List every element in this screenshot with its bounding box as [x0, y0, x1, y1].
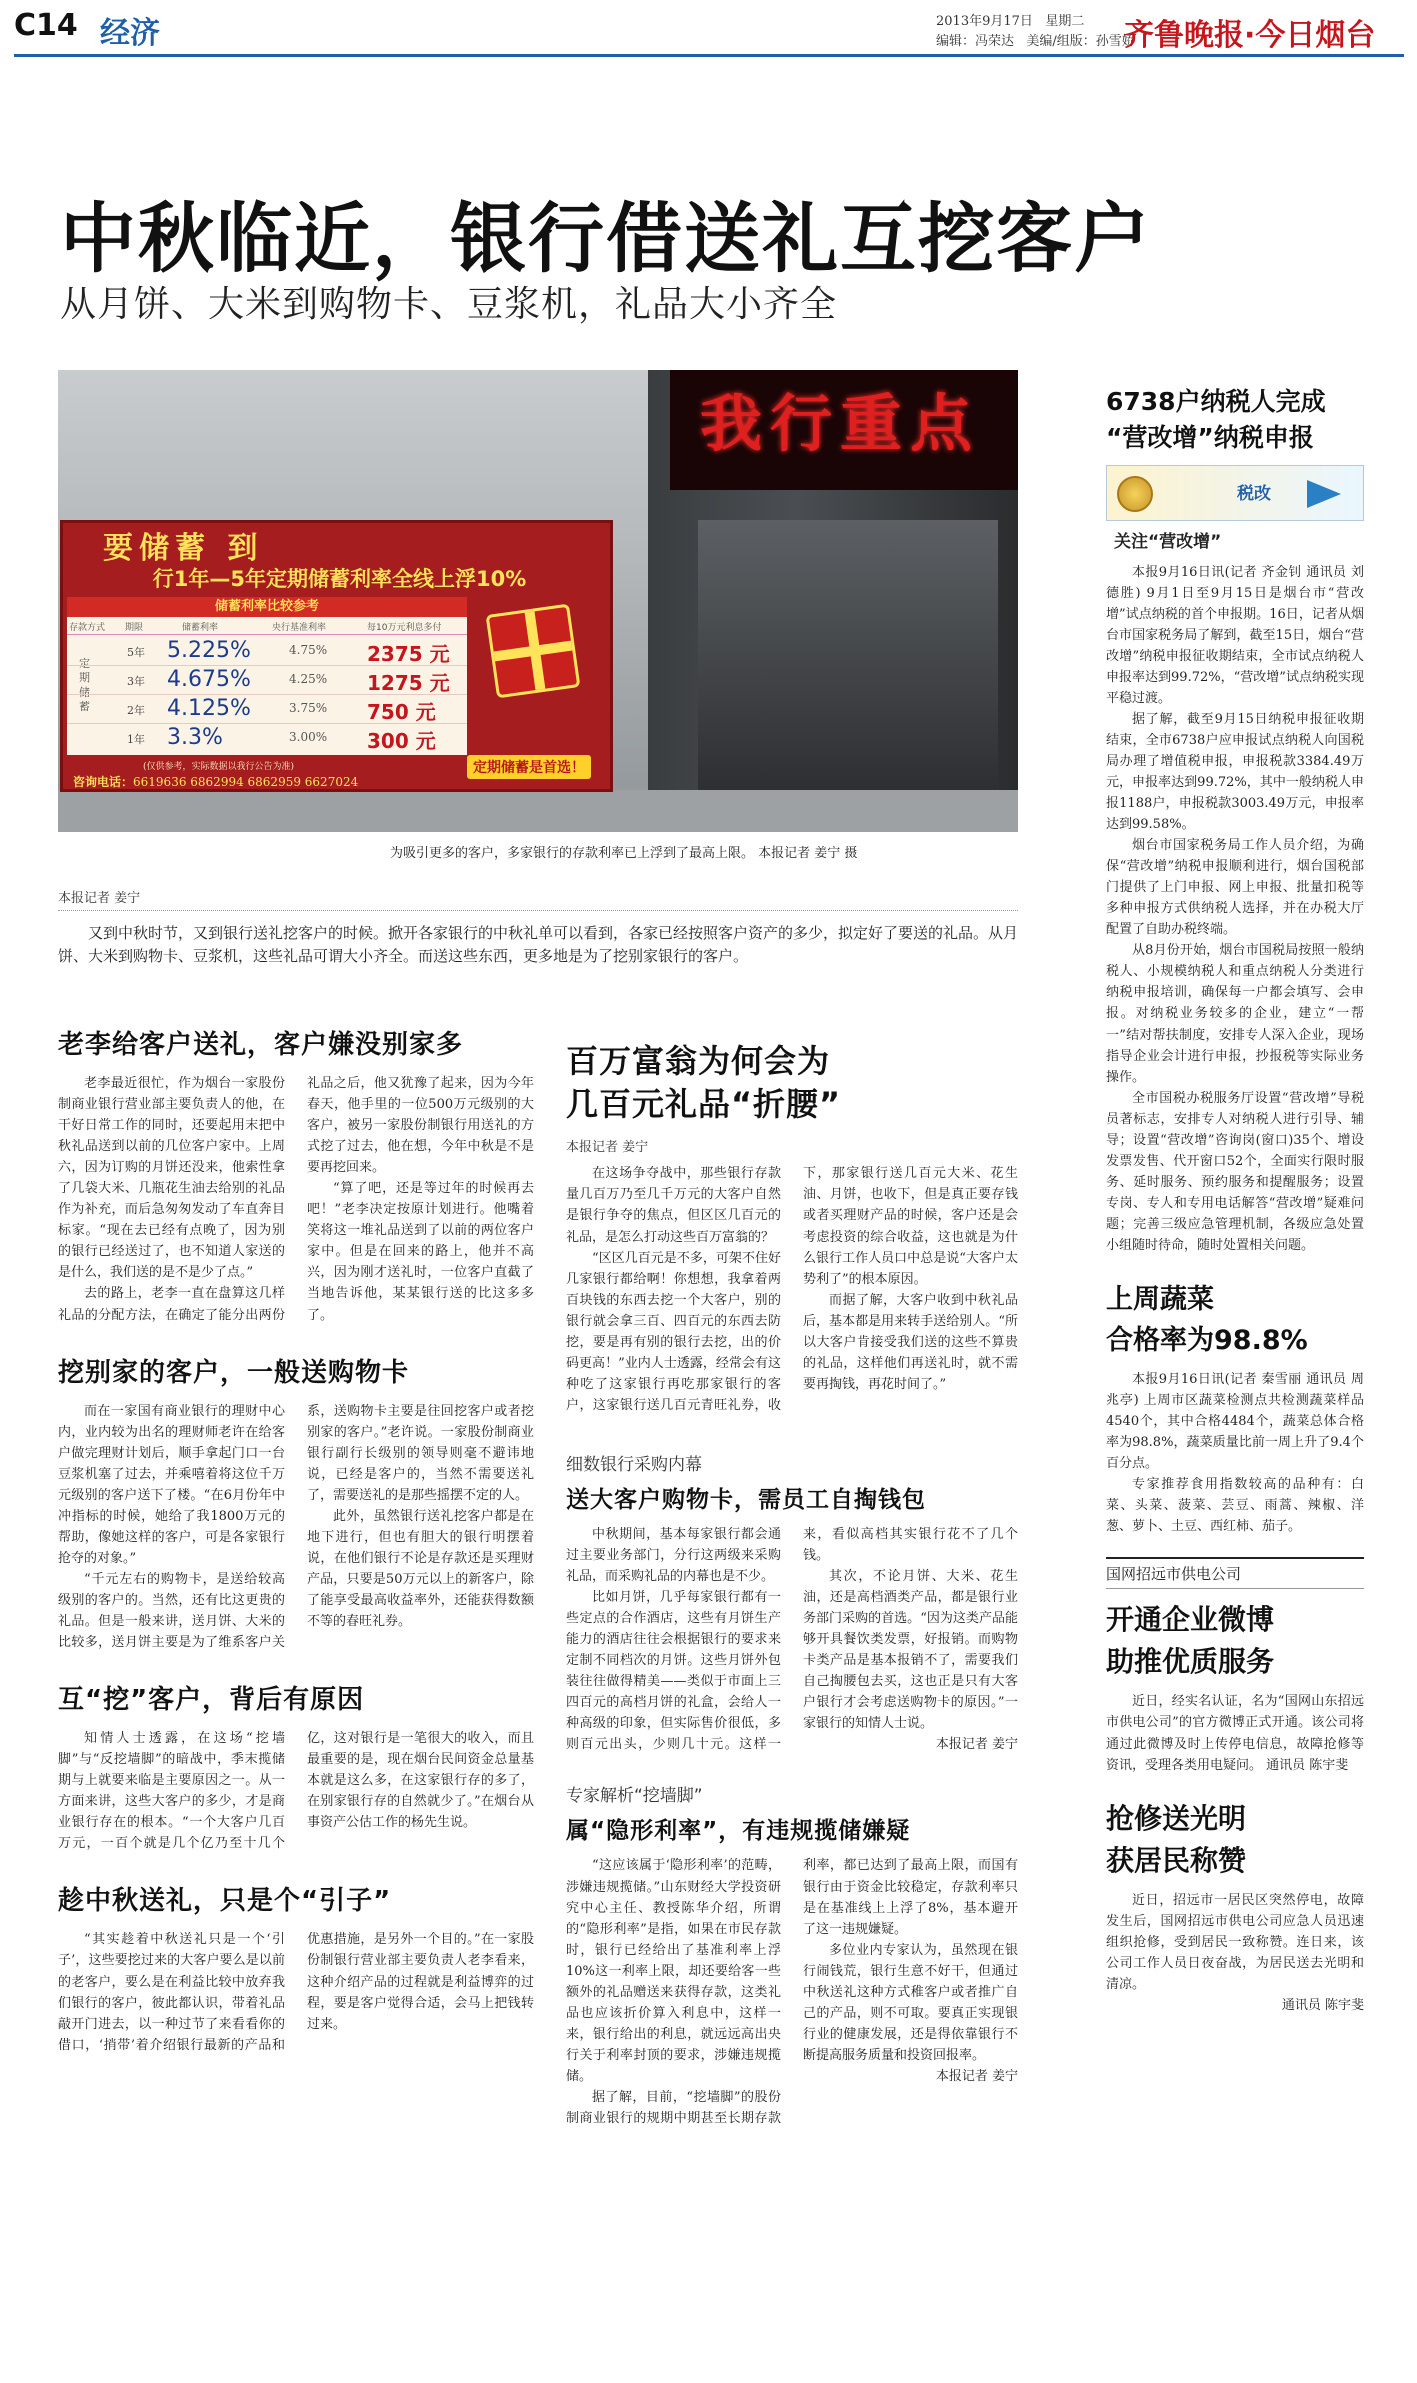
s4-title: 趁中秋送礼，只是个“引子”	[58, 1886, 392, 1917]
paragraph: “千元左右的购物卡，是送给较高级别的客户的。当然，还有比这更贵的礼品。但是一般来讲，送月饼、大米的比较多，送月饼主要是为了维系客户关系，送购物卡主要是往回挖客户或者挖别家的客户。”老许说。一家股份制商业银行副行长级别的领导则毫不避讳地说，已经是客户的，当然不需要送礼了，需要送礼的是那些摇摆不定的人。	[58, 1403, 534, 1651]
a4-title-line2: 获居民称赞	[1106, 1843, 1247, 1877]
paragraph: 全市国税办税服务厅设置“营改增”导税员著标志，安排专人对纳税人进行引导、辅导；设置“营改增”咨询岗(窗口)35个、增设发票发售、代开窗口52个，全面实行限时服务、延时服务、预约服务和提醒服务；设置专岗、专人和专用电话解答“营改增”疑难问题；完善三级应急管理机制，各级应急处置小组随时待命，随时处置相关问题。	[1106, 1090, 1364, 1253]
a3-title-line2: 助推优质服务	[1106, 1645, 1275, 1679]
lead-photo	[58, 370, 1018, 832]
paragraph: 从8月份开始，烟台市国税局按照一般纳税人、小规模纳税人和重点纳税人分类进行纳税申报培训，确保每一户都会填写、会申报。对纳税业务较多的企业，建立“一帮一”结对帮扶制度，安排专人深入企业，现场指导企业会计进行申报，抄报税等实际业务操作。	[1106, 943, 1364, 1085]
megaphone-icon	[1307, 480, 1341, 508]
a4-title-line1: 抢修送光明	[1106, 1801, 1247, 1835]
photo-doorway	[698, 520, 998, 832]
header-weekday: 星期二	[1045, 14, 1085, 29]
poster-header: 要储蓄 到	[103, 531, 264, 566]
s2-title: 挖别家的客户，一般送购物卡	[58, 1357, 410, 1388]
photo-led-sign	[670, 370, 1018, 490]
paragraph: 本报9月16日讯(记者 齐金钊 通讯员 刘德胜) 9月1日至9月15日是烟台市“营改增”试点纳税的首个申报期。16日，记者从烟台市国家税务局了解到，截至15日，烟台“营改增”纳税申报征收期结束，全市试点纳税人申报率达到99.72%，“营改增”试点纳税实现平稳过渡。	[1106, 564, 1364, 706]
paragraph: 在这场争夺战中，那些银行存款量几百万乃至几千万元的大客户自然是银行争夺的焦点，但区区几百元的礼品，是怎么打动这些百万富翁的？	[566, 1166, 781, 1245]
rate-value: 4.675%	[167, 667, 251, 692]
savings-poster	[60, 520, 613, 792]
sub1-kicker: 细数银行采购内幕	[566, 1454, 702, 1475]
box-title-line1: 百万富翁为何会为	[566, 1042, 831, 1080]
a3-tag: 国网招远市供电公司	[1106, 1565, 1242, 1584]
rate-base: 3.75%	[289, 701, 328, 715]
main-byline-rule	[58, 910, 1018, 911]
poster-table-title: 储蓄利率比较参考	[67, 597, 467, 617]
rate-base: 3.00%	[289, 730, 328, 744]
a3-tag-bar	[1106, 1557, 1364, 1589]
s3-title: 互“挖”客户，背后有原因	[58, 1685, 365, 1716]
s4-body	[58, 1929, 534, 2055]
rate-value: 5.225%	[167, 638, 251, 663]
poster-rows	[67, 637, 467, 753]
paragraph: 近日，经实名认证，名为“国网山东招远市供电公司”的官方微博正式开通。该公司将通过此微博及时上传停电信息，故障抢修等资讯，受理各类用电疑问。 通讯员 陈宇斐	[1106, 1694, 1364, 1773]
sub1-byline: 本报记者 姜宁	[935, 1737, 1018, 1753]
rate-extra: 2375 元	[367, 642, 450, 666]
rate-term: 1年	[127, 733, 145, 746]
col-header: 期限	[125, 623, 144, 633]
paragraph: 而据了解，大客户收到中秋礼品后，基本都是用来转手送给别人。“所以大客户肯接受我们送的这些不算贵的礼品，这样他们再送礼时，就不需要再掏钱，再花时间了。”	[803, 1292, 1018, 1392]
box-byline: 本报记者 姜宁	[566, 1140, 649, 1156]
header-date-line	[936, 10, 1084, 29]
rate-term: 5年	[127, 646, 145, 659]
lead-title: 中秋临近，银行借送礼互挖客户	[60, 194, 1152, 283]
a1-label: 关注“营改增”	[1114, 531, 1222, 552]
rate-value: 4.125%	[167, 696, 251, 721]
left-column	[58, 1024, 534, 2056]
paragraph: 老李最近很忙，作为烟台一家股份制商业银行营业部主要负责人的他，在干好日常工作的同时，还要起用末把中秋礼品送到以前的几位客户家中。上周六，因为订购的月饼还没来，他索性拿了几袋大米、几瓶花生油去给别的礼品作为补充，而后急匆匆发动了车直奔目标家。“现在去已经有点晚了，因为别的银行已经送过了，也不知道人家送的是什么，我们送的是不是少了点。”	[58, 1076, 285, 1281]
poster-gift-icon	[486, 604, 581, 699]
rate-value: 3.3%	[167, 725, 223, 750]
paragraph: “其实趁着中秋送礼只是一个‘引子’，这些要挖过来的大客户要么是以前的老客户，要么是在利益比较中放弃我们银行的客户，彼此都认识，带着礼品敲开门进去，以一种过节了来看看你的借口，‘捎带’着介绍银行最新的产品和优惠措施，是另外一个目的。”在一家股份制银行营业部主要负责人老李看来，这种介绍产品的过程就是利益博弈的过程，要是客户觉得合适，会马上把钱转过来。	[58, 1932, 534, 2053]
a1-title-line2: “营改增”纳税申报	[1106, 423, 1314, 453]
header-design: 美编/组版：孙雪娇	[1026, 34, 1135, 49]
sub1-title: 送大客户购物卡，需员工自掏钱包	[566, 1486, 926, 1513]
paragraph: 据了解，截至9月15日纳税申报征收期结束，全市6738户应申报试点纳税人向国税局办理了增值税申报，申报税款3384.49万元，申报率达到99.72%，其中一般纳税人申报1188户，申报税款3003.49万元，申报率达到99.58%。	[1106, 711, 1364, 833]
hotline-label: 咨询电话：	[73, 775, 134, 789]
lead-subtitle: 从月饼、大米到购物卡、豆浆机，礼品大小齐全	[60, 284, 838, 325]
rate-row	[67, 695, 467, 724]
paragraph: 烟台市国家税务局工作人员介绍，为确保“营改增”纳税申报顺利进行，烟台国税部门提供了上门申报、网上申报、批量扣税等多种申报方式供纳税人选择，并在办税大厅配置了自助办税终端。	[1106, 838, 1364, 938]
photo-floor	[58, 790, 1018, 832]
paragraph: 此外，虽然银行送礼挖客户都是在地下进行，但也有胆大的银行明摆着说，在他们银行不论是存款还是买理财产品，只要是50万元以上的新客户，除了能享受最高收益率外，还能获得数额不等的春旺礼券。	[307, 1508, 534, 1630]
rate-extra: 300 元	[367, 729, 436, 753]
paragraph: 专家推荐食用指数较高的品种有：白菜、头菜、菠菜、芸豆、雨蒿、辣椒、洋葱、萝卜、土豆、西红柿、茄子。	[1106, 1477, 1364, 1535]
main-intro: 又到中秋时节，又到银行送礼挖客户的时候。掀开各家银行的中秋礼单可以看到，各家已经按照客户资产的多少，拟定好了要送的礼品。从月饼、大米到购物卡、豆浆机，这些礼品可谓大小齐全。而送这些东西，更多地是为了挖别家银行的客户。	[58, 924, 1019, 966]
section-name: 经济	[100, 16, 160, 51]
header-rule	[14, 54, 1404, 57]
main-byline: 本报记者 姜宁	[58, 891, 141, 906]
paragraph: “区区几百元是不多，可架不住好几家银行都给啊！你想想，我拿着两百块钱的东西去挖一个大客户，别的银行就会拿三百、四百元的东西去防挖，要是再有别的银行去挖，出的价码更高！”业内人士透露，经常会有这种吃了这家银行再吃那家银行的客户，这家银行送几百元青旺礼券，收下，那家银行送几百元大米、花生油、月饼，也收下，但是真正要存钱或者买理财产品的时候，客户还是会考虑投资的综合收益，这也就是为什么银行工作人员口中总是说“大客户太势利了”的根本原因。	[566, 1166, 1018, 1413]
poster-main-line: 行1年—5年定期储蓄利率全线上浮10%	[152, 567, 527, 591]
a1-title-line1: 6738户纳税人完成	[1106, 387, 1326, 416]
paragraph: 据了解，目前，“挖墙脚”的股份制商业银行的规期中期甚至长期存款利率，都已达到了最高上限，而国有银行由于资金比较稳定，存款利率只是在基准线上上浮了8%，基本避开了这一违规嫌疑。	[566, 1858, 1018, 2127]
header-date: 2013年9月17日	[936, 14, 1033, 29]
brand-logo: 齐鲁晚报·今日烟台	[1124, 18, 1376, 53]
poster-footnote: (仅供参考，实际数据以我行公告为准)	[143, 762, 295, 772]
header-editor: 编辑：冯荣达	[936, 34, 1015, 49]
poster-table	[67, 597, 467, 755]
a2-title-line1: 上周蔬菜	[1106, 1284, 1214, 1316]
rate-term: 3年	[127, 675, 145, 688]
right-column	[1106, 384, 1364, 2016]
rate-row	[67, 637, 467, 666]
col-header: 存款方式	[69, 623, 106, 633]
box-body	[566, 1163, 1018, 1416]
rate-extra: 1275 元	[367, 671, 450, 695]
rate-base: 4.25%	[289, 672, 328, 686]
led-sign-text: 我行重点	[700, 387, 981, 460]
a2-title-line2: 合格率为98.8%	[1106, 1324, 1308, 1356]
paragraph: 中秋期间，基本每家银行都会通过主要业务部门，分行这两级来采购礼品，而采购礼品的内幕也是不少。	[566, 1526, 781, 1585]
poster-side-label: 定期储蓄	[79, 657, 90, 713]
center-column	[566, 1040, 1018, 2129]
photo-caption: 为吸引更多的客户，多家银行的存款利率已上浮到了最高上限。 本报记者 姜宁 摄	[390, 846, 858, 861]
a1-badge: 税改	[1237, 483, 1271, 504]
paragraph: “算了吧，还是等过年的时候再去吧！”老李决定按原计划进行。他嘴着笑将这一堆礼品送到了以前的两位客户家中。但是在回来的路上，他并不高兴，因为刚才送礼时，一位客户直截了当地告诉他，某某银行送的比这多多了。	[307, 1181, 534, 1323]
poster-hotline	[73, 773, 358, 790]
coin-stack-icon	[1117, 476, 1153, 512]
s3-body	[58, 1728, 534, 1854]
box-title-line2: 几百元礼品“折腰”	[566, 1085, 842, 1124]
sub1-body	[566, 1524, 1018, 1756]
paragraph: 而在一家国有商业银行的理财中心内，业内较为出名的理财师老许在给客户做完理财计划后，顺手拿起门口一台豆浆机塞了过去，并乘嘻着将这位千万元级别的客户送下了楼。“在6月份年中冲指标的时候，她给了我1800万元的帮助，像她这样的客户，可是各家银行抢夺的对象。”	[58, 1403, 285, 1566]
col-header: 每10万元利息多付	[367, 623, 442, 633]
page-number: C14	[14, 8, 78, 43]
sub2-body	[566, 1855, 1018, 2129]
paragraph: 去的路上，老李一直在盘算这几样礼品的分配方法，在确定了能分出两份礼品之后，他又犹豫了起来，因为今年春天，他手里的一位500万元级别的大客户，被另一家股份制银行用送礼的方式挖了过去，他在想，今年中秋是不是要再挖回来。	[58, 1076, 534, 1323]
hotline-numbers: 6619636 6862994 6862959 6627024	[133, 775, 359, 789]
paragraph: 比如月饼，几乎每家银行都有一些定点的合作酒店，这些有月饼生产能力的酒店往往会根据银行的要求来定制不同档次的月饼。这些月饼外包装往往做得精美——类似于市面上三四百元的高档月饼的礼盒，会给人一种高级的印象，但实际售价很低，多则百元出头，少则几十元。这样一来，看似高档其实银行花不了几个钱。	[566, 1526, 1018, 1753]
col-header: 央行基准利率	[272, 623, 327, 633]
paragraph: 本报9月16日讯(记者 秦雪丽 通讯员 周兆亭) 上周市区蔬菜检测点共检测蔬菜样品4540个，其中合格4484个，蔬菜总体合格率为98.8%，蔬菜质量比前一周上升了9.4个百分点。	[1106, 1372, 1364, 1472]
col-header: 储蓄利率	[182, 623, 219, 633]
paragraph: 多位业内专家认为，虽然现在银行闹钱荒，银行生意不好干，但通过中秋送礼这种方式稚客户或者推广自己的产品，则不可取。要真正实现银行业的健康发展，还是得依靠银行不断提高服务质量和投资回报率。	[803, 1942, 1018, 2063]
rate-row	[67, 724, 467, 753]
rate-term: 2年	[127, 704, 145, 717]
rate-base: 4.75%	[289, 643, 328, 657]
a4-signature: 通讯员 陈宇斐	[1281, 1997, 1364, 2013]
sub2-title: 属“隐形利率”，有违规揽储嫌疑	[566, 1818, 911, 1845]
paragraph: 近日，招远市一居民区突然停电，故障发生后，国网招远市供电公司应急人员迅速组织抢修，受到居民一致称赞。连日来，该公司工作人员日夜奋战，为居民送去光明和清凉。	[1106, 1892, 1364, 1992]
paragraph: 其次，不论月饼、大米、花生油，还是高档酒类产品，都是银行业务部门采购的首选。“因为这类产品能够开具餐饮类发票，好报销。而购物卡类产品是基本报销不了，需要我们自己掏腰包去买，这也正是只有大客户银行才会考虑送购物卡的原因。”一家银行的知情人士说。	[803, 1569, 1018, 1732]
poster-col-headers	[67, 617, 467, 635]
a1-tax-banner	[1106, 465, 1364, 521]
rate-extra: 750 元	[367, 700, 436, 724]
s2-body	[58, 1401, 534, 1654]
sub2-byline: 本报记者 姜宁	[935, 2068, 1018, 2084]
a3-title-line1: 开通企业微博	[1106, 1603, 1275, 1637]
sub2-kicker: 专家解析“挖墙脚”	[566, 1786, 703, 1807]
poster-badge: 定期储蓄是首选！	[467, 755, 591, 779]
paragraph: “这应该属于‘隐形利率’的范畴，涉嫌违规揽储。”山东财经大学投资研究中心主任、教授陈华介绍，所谓的“隐形利率”是指，如果在市民存款时，银行已经给出了基准利率上浮10%这一利率上限，却还要给客一些额外的礼品赠送来获得存款，这类礼品也应该折价算入利息中，这样一来，银行给出的利息，就远远高出央行关于利率封顶的要求，涉嫌违规揽储。	[566, 1858, 781, 2084]
paragraph: 知情人士透露，在这场“挖墙脚”与“反挖墙脚”的暗战中，季末揽储期与上就要来临是主要原因之一。从一方面来讲，这些大客户的多少，才是商业银行存在的根本。“一个大客户几百万元，一百个就是几个亿乃至十几个亿，这对银行是一笔很大的收入，而且最重要的是，现在烟台民间资金总量基本就是这么多，在这家银行存的多了，在别家银行存的自然就少了。”在烟台从事资产公估工作的杨先生说。	[58, 1731, 534, 1852]
s1-body	[58, 1073, 534, 1326]
rate-row	[67, 666, 467, 695]
header-credits	[936, 30, 1135, 49]
s1-title: 老李给客户送礼，客户嫌没别家多	[58, 1030, 464, 1060]
